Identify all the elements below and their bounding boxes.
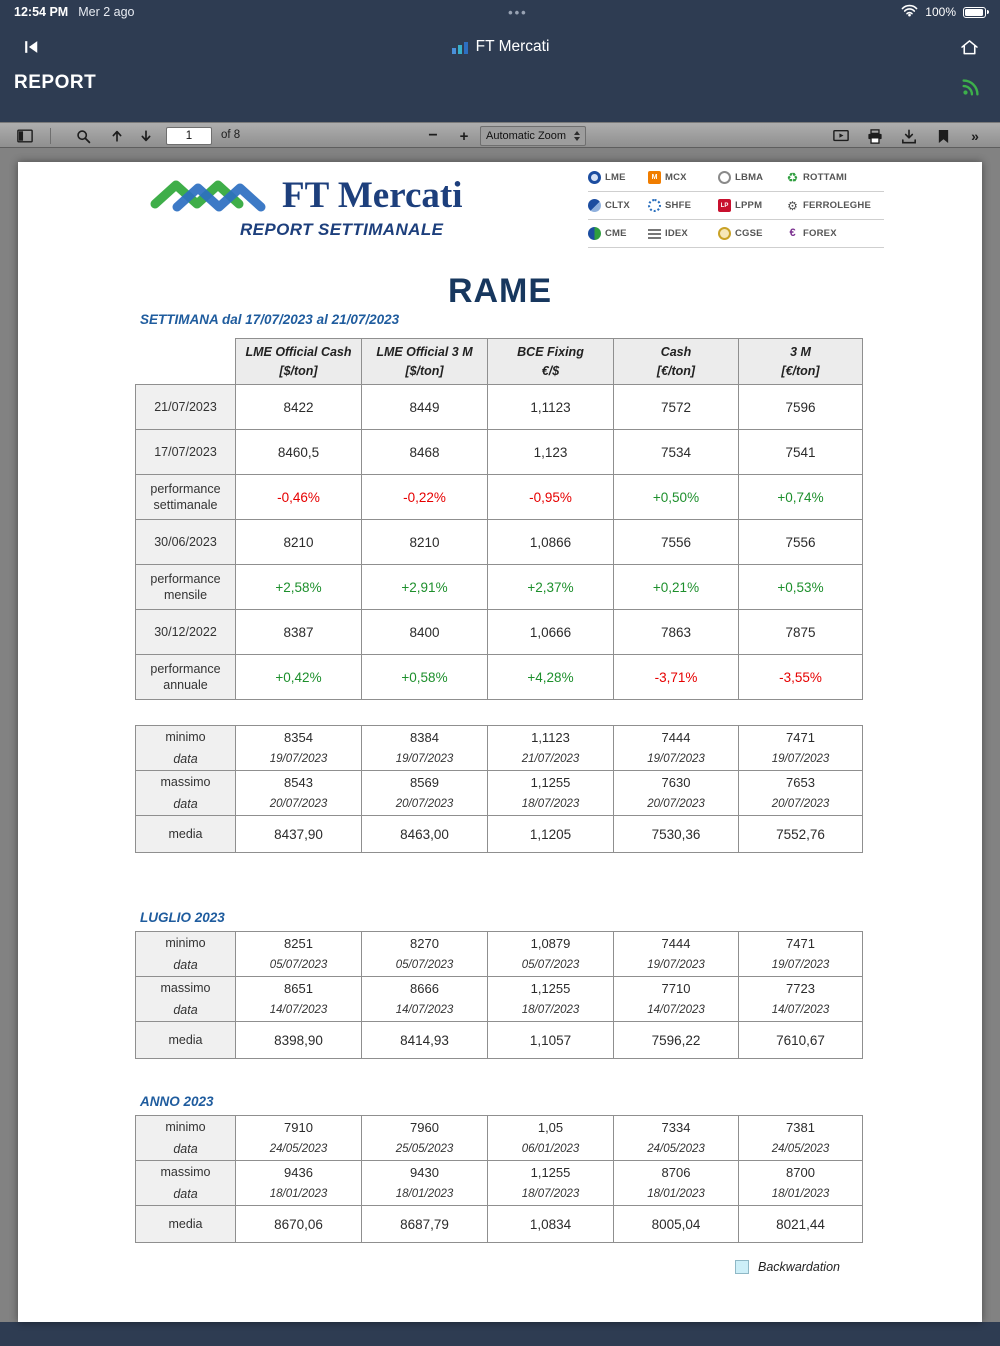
lbma-logo-icon bbox=[718, 171, 731, 184]
clock: 12:54 PM bbox=[14, 5, 69, 19]
status-bar bbox=[0, 0, 1000, 24]
minimo-row: minimo 7910 7960 1,05 7334 7381 bbox=[136, 1116, 863, 1139]
exchange-item: M MCX bbox=[648, 171, 718, 184]
column-header: Cash [€/ton] bbox=[614, 339, 739, 385]
lme-logo-icon bbox=[588, 171, 601, 184]
row-label: performance settimanale bbox=[136, 475, 236, 520]
page-up-button[interactable] bbox=[104, 125, 130, 147]
page-title: RAME bbox=[447, 272, 553, 310]
exchange-item: ⚙ FERROLEGHE bbox=[787, 198, 871, 213]
zoom-select-arrows-icon bbox=[574, 131, 580, 141]
brand-subtitle: REPORT SETTIMANALE bbox=[240, 220, 444, 239]
massimo-date-row: data 20/07/2023 20/07/2023 18/07/2023 20/07/2023 20/07/2023 bbox=[136, 794, 863, 816]
massimo-row: massimo 9436 9430 1,1255 8706 8700 bbox=[136, 1161, 863, 1184]
report-header bbox=[0, 70, 1000, 110]
weekly-price-table bbox=[135, 338, 863, 700]
presentation-mode-button[interactable] bbox=[828, 125, 854, 147]
zoom-select-value: Automatic Zoom bbox=[486, 130, 567, 142]
minimo-date-row: data 24/05/2023 25/05/2023 06/01/2023 24/05/2023 24/05/2023 bbox=[136, 1139, 863, 1161]
section-luglio-label: LUGLIO 2023 bbox=[140, 910, 225, 925]
anno-stats-table bbox=[135, 1115, 863, 1243]
app-nav-bar bbox=[0, 24, 1000, 70]
row-label: 30/06/2023 bbox=[136, 520, 236, 565]
exchange-logo-grid bbox=[588, 164, 884, 248]
table-row: 17/07/2023 8460,5 8468 1,123 7534 7541 bbox=[136, 430, 863, 475]
brand-block bbox=[148, 174, 462, 217]
media-row: media 8437,90 8463,00 1,1205 7530,36 7552,76 bbox=[136, 816, 863, 853]
page-number-input[interactable] bbox=[166, 127, 212, 145]
wifi-icon bbox=[901, 4, 918, 20]
zoom-select[interactable] bbox=[480, 126, 586, 146]
media-row: media 8398,90 8414,93 1,1057 7596,22 7610,67 bbox=[136, 1022, 863, 1059]
forex-logo-icon: € bbox=[789, 227, 796, 239]
minimo-date-row: data 19/07/2023 19/07/2023 21/07/2023 19/07/2023 19/07/2023 bbox=[136, 749, 863, 771]
app-title: FT Mercati bbox=[475, 38, 550, 55]
cgse-logo-icon bbox=[718, 227, 731, 240]
double-chevron-icon: » bbox=[971, 128, 979, 144]
exchange-item: LBMA bbox=[718, 171, 786, 184]
ellipsis-icon: ••• bbox=[508, 4, 528, 20]
minimo-date-row: data 05/07/2023 05/07/2023 05/07/2023 19/07/2023 19/07/2023 bbox=[136, 955, 863, 977]
backwardation-swatch-icon bbox=[735, 1260, 749, 1274]
toolbar-divider bbox=[50, 128, 51, 144]
zoom-out-icon: − bbox=[428, 127, 438, 144]
pdf-viewer bbox=[0, 122, 1000, 1322]
status-date: Mer 2 ago bbox=[78, 5, 135, 19]
week-range-label: SETTIMANA dal 17/07/2023 al 21/07/2023 bbox=[140, 312, 400, 327]
media-row: media 8670,06 8687,79 1,0834 8005,04 8021,44 bbox=[136, 1206, 863, 1243]
ft-mercati-logo-icon bbox=[148, 174, 268, 216]
luglio-stats-table bbox=[135, 931, 863, 1059]
table-row: 30/12/2022 8387 8400 1,0666 7863 7875 bbox=[136, 610, 863, 655]
exchange-item: LME bbox=[588, 171, 648, 184]
shfe-logo-icon bbox=[648, 199, 661, 212]
skip-back-button[interactable] bbox=[16, 32, 46, 62]
row-label: 30/12/2022 bbox=[136, 610, 236, 655]
massimo-date-row: data 14/07/2023 14/07/2023 18/07/2023 14/07/2023 14/07/2023 bbox=[136, 1000, 863, 1022]
week-stats-table bbox=[135, 725, 863, 853]
bottom-bar bbox=[0, 1322, 1000, 1346]
more-tools-button[interactable] bbox=[962, 125, 988, 147]
table-row: performance mensile +2,58% +2,91% +2,37% +0,21% +0,53% bbox=[136, 565, 863, 610]
exchange-item: SHFE bbox=[648, 199, 718, 212]
cme-logo-icon bbox=[588, 227, 601, 240]
battery-icon bbox=[963, 7, 986, 18]
table-header-row bbox=[136, 339, 863, 385]
home-button[interactable] bbox=[954, 32, 984, 62]
row-label: 17/07/2023 bbox=[136, 430, 236, 475]
download-button[interactable] bbox=[896, 125, 922, 147]
exchange-item: ♻ ROTTAMI bbox=[786, 170, 847, 185]
page-down-button[interactable] bbox=[133, 125, 159, 147]
row-label: performance mensile bbox=[136, 565, 236, 610]
rottami-logo-icon: ♻ bbox=[786, 170, 799, 185]
table-row: 30/06/2023 8210 8210 1,0866 7556 7556 bbox=[136, 520, 863, 565]
row-label: 21/07/2023 bbox=[136, 385, 236, 430]
column-header: 3 M [€/ton] bbox=[739, 339, 863, 385]
table-corner bbox=[136, 339, 236, 385]
mcx-logo-icon: M bbox=[648, 171, 661, 184]
cltx-logo-icon bbox=[588, 199, 601, 212]
sidebar-toggle-button[interactable] bbox=[12, 125, 38, 147]
zoom-in-button[interactable] bbox=[451, 125, 477, 147]
idex-logo-icon bbox=[648, 229, 661, 239]
row-label: performance annuale bbox=[136, 655, 236, 700]
column-header: LME Official 3 M [$/ton] bbox=[362, 339, 488, 385]
exchange-item: LP LPPM bbox=[718, 199, 786, 212]
section-title: REPORT bbox=[14, 72, 97, 93]
massimo-row: massimo 8543 8569 1,1255 7630 7653 bbox=[136, 771, 863, 794]
exchange-item: CGSE bbox=[718, 227, 786, 240]
brand-title: FT Mercati bbox=[282, 175, 463, 216]
app-title-area bbox=[0, 24, 1000, 70]
ferroleghe-logo-icon: ⚙ bbox=[787, 198, 798, 213]
search-button[interactable] bbox=[70, 125, 96, 147]
exchange-item: CME bbox=[588, 227, 648, 240]
ft-mercati-mini-logo-icon bbox=[451, 41, 469, 54]
rss-button[interactable] bbox=[956, 72, 986, 102]
section-anno-label: ANNO 2023 bbox=[140, 1094, 214, 1109]
exchange-item: € FOREX bbox=[786, 227, 884, 240]
exchange-item: IDEX bbox=[648, 228, 718, 239]
pdf-page bbox=[18, 162, 982, 1322]
page-count-label: of 8 bbox=[221, 129, 241, 141]
lppm-logo-icon: LP bbox=[718, 199, 731, 212]
print-button[interactable] bbox=[862, 125, 888, 147]
bookmark-button[interactable] bbox=[930, 125, 956, 147]
battery-percent: 100% bbox=[925, 5, 956, 19]
minimo-row: minimo 8354 8384 1,1123 7444 7471 bbox=[136, 726, 863, 749]
table-row: 21/07/2023 8422 8449 1,1123 7572 7596 bbox=[136, 385, 863, 430]
table-row: performance settimanale -0,46% -0,22% -0,95% +0,50% +0,74% bbox=[136, 475, 863, 520]
column-header: LME Official Cash [$/ton] bbox=[236, 339, 362, 385]
massimo-date-row: data 18/01/2023 18/01/2023 18/07/2023 18/01/2023 18/01/2023 bbox=[136, 1184, 863, 1206]
zoom-in-icon: + bbox=[459, 127, 469, 145]
exchange-item: CLTX bbox=[588, 199, 648, 212]
legend-backwardation: Backwardation bbox=[735, 1260, 840, 1274]
pdf-toolbar bbox=[0, 122, 1000, 148]
table-row: performance annuale +0,42% +0,58% +4,28% -3,71% -3,55% bbox=[136, 655, 863, 700]
zoom-out-button[interactable] bbox=[420, 125, 446, 147]
minimo-row: minimo 8251 8270 1,0879 7444 7471 bbox=[136, 932, 863, 955]
massimo-row: massimo 8651 8666 1,1255 7710 7723 bbox=[136, 977, 863, 1000]
column-header: BCE Fixing €/$ bbox=[488, 339, 614, 385]
